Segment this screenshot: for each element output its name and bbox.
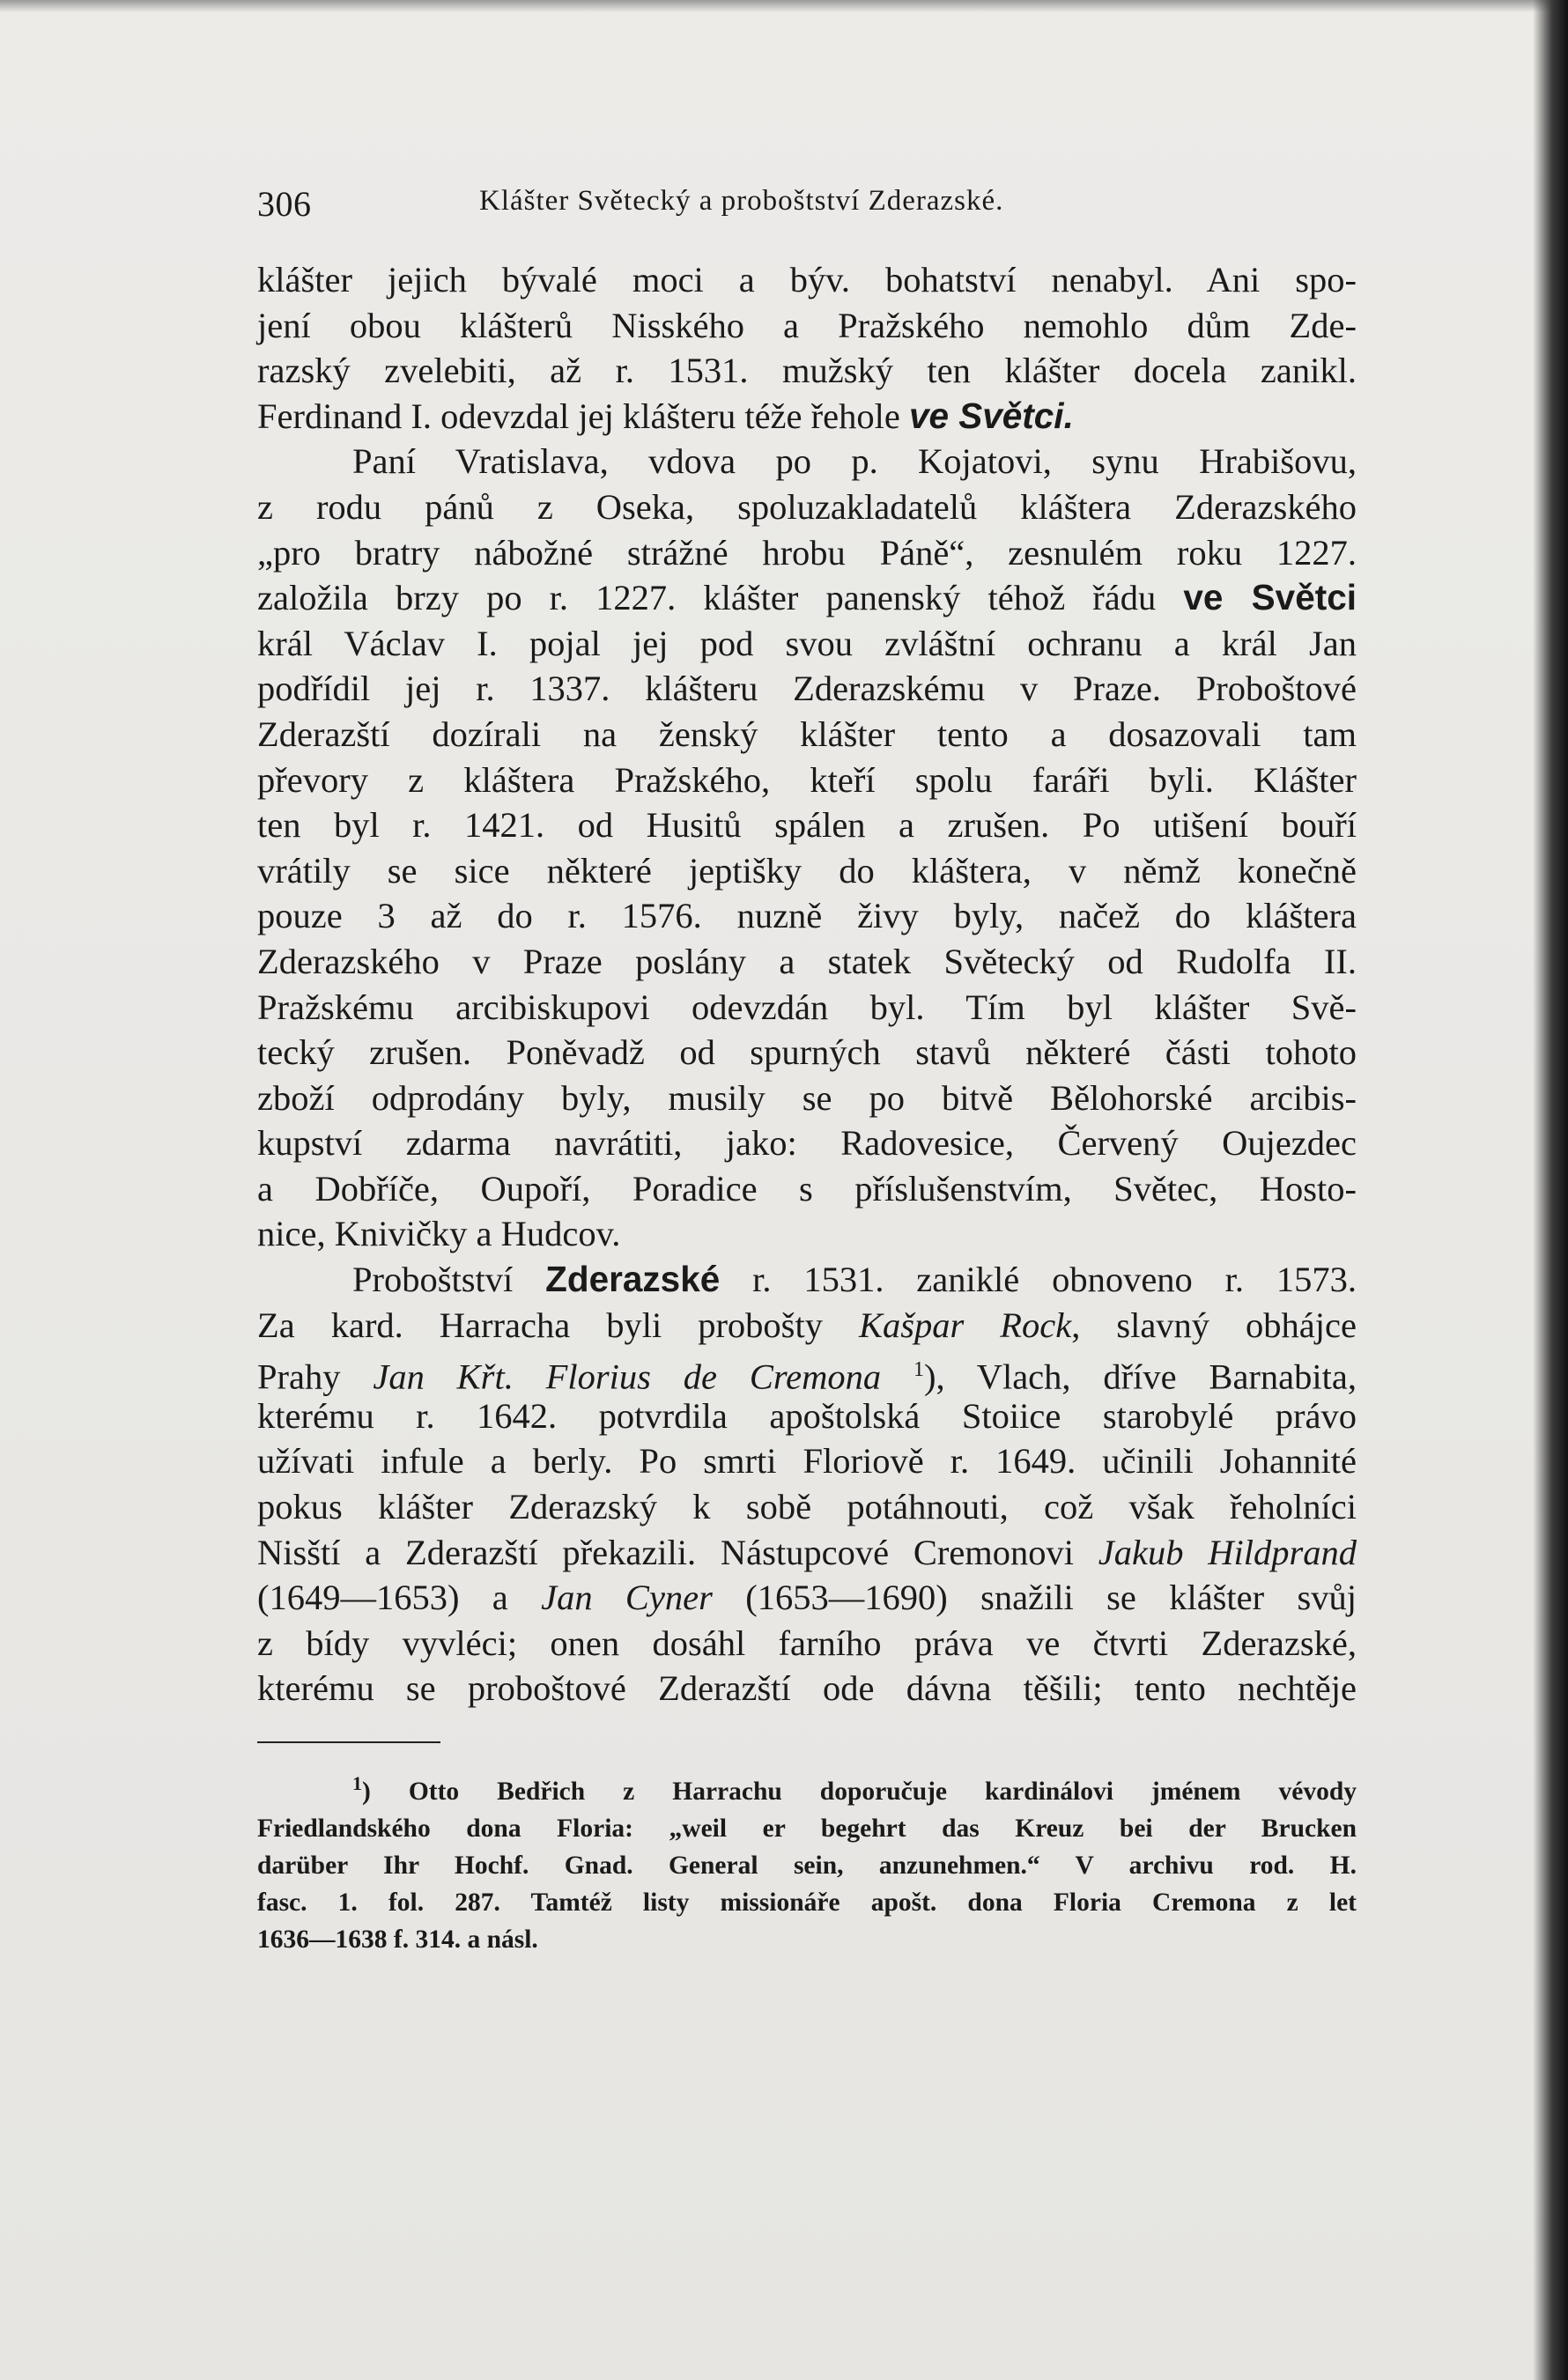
text-line: „pro bratry nábožné strážné hrobu Páně“, zesnulém roku 1227. [257, 532, 1357, 573]
text-line: z bídy vyvléci; onen dosáhl farního práva ve čtvrti Zderazské, [257, 1622, 1357, 1663]
footnote-line: Friedlandského dona Floria: „weil er begehrt das Kreuz bei der Brucken [257, 1814, 1357, 1843]
italic-kaspar-rock: Kašpar Rock [858, 1305, 1072, 1345]
text-line: kterému r. 1642. potvrdila apoštolská Stoiice starobylé právo [257, 1395, 1357, 1436]
text-line: podřídil jej r. 1337. klášteru Zderazskému v Praze. Proboštové [257, 669, 1357, 709]
text-line: vrátily se sice některé jeptišky do kláštera, v němž konečně [257, 850, 1357, 891]
text-line: založila brzy po r. 1227. klášter panenský téhož řádu ve Světci [257, 577, 1357, 618]
italic-jan-cyner: Jan Cyner [541, 1578, 713, 1618]
text-line: razský zvelebiti, až r. 1531. mužský ten klášter docela zanikl. [257, 351, 1357, 391]
text-line: klášter jejich bývalé moci a býv. bohatství nenabyl. Ani spo- [257, 260, 1357, 299]
text-line: nice, Knivičky a Hudcov. [257, 1214, 621, 1254]
text-line: Za kard. Harracha byli probošty Kašpar Rock, slavný obhájce [257, 1305, 1357, 1345]
text-line: z rodu pánů z Oseka, spoluzakladatelů kláštera Zderazského [257, 486, 1357, 527]
text-line: jení obou klášterů Nisského a Pražského nemohlo dům Zde- [257, 305, 1357, 345]
text-line: Zderazského v Praze poslány a statek Světecký od Rudolfa II. [257, 941, 1357, 981]
text-line: kupství zdarma navrátiti, jako: Radovesice, Červený Oujezdec [257, 1123, 1357, 1164]
italic-ve-svetci: ve Světci. [908, 395, 1074, 436]
text-line: zboží odprodány byly, musily se po bitvě Bělohorské arcibis- [257, 1077, 1357, 1118]
text-line: (1649—1653) a Jan Cyner (1653—1690) snažili se klášter svůj [257, 1578, 1357, 1618]
text-line: Proboštství Zderazské r. 1531. zaniklé obnoveno r. 1573. [352, 1259, 1357, 1300]
footnote-line: 1636—1638 f. 314. a násl. [257, 1925, 538, 1954]
body-text [257, 257, 1357, 1711]
page-binding-edge [1533, 0, 1568, 2380]
running-title: Klášter Světecký a proboštství Zderazské. [479, 185, 1004, 217]
text-line: Ferdinand I. odevzdal jej klášteru téže řehole ve Světci. [257, 395, 1074, 436]
text-line: tecký zrušen. Poněvadž od spurných stavů některé části tohoto [257, 1032, 1357, 1073]
text-line: král Václav I. pojal jej pod svou zvláštní ochranu a král Jan [257, 623, 1357, 663]
text-line: ten byl r. 1421. od Husitů spálen a zrušen. Po utišení bouří [257, 805, 1357, 846]
text-line: Paní Vratislava, vdova po p. Kojatovi, synu Hrabišovu, [352, 441, 1357, 482]
footnote-line: fasc. 1. fol. 287. Tamtéž listy missionáře apošt. dona Floria Cremona z let [257, 1888, 1357, 1917]
bold-ve-svetci: ve Světci [1183, 577, 1357, 618]
text-line: Prahy Jan Křt. Florius de Cremona $^1$), Vlach, dříve Barnabita, [257, 1356, 1357, 1397]
footnote-rule [257, 1741, 440, 1743]
text-line: převory z kláštera Pražského, kteří spolu faráři byli. Klášter [257, 759, 1357, 800]
italic-florius: Jan Křt. Florius de Cremona [373, 1356, 882, 1397]
footnote-reference[interactable]: 1 [913, 1358, 924, 1382]
footnote [257, 1765, 1357, 1958]
text-line: Zderazští dozírali na ženský klášter tento a dosazovali tam [257, 713, 1357, 754]
footnote-line: $^1$) Otto Bedřich z Harrachu doporučuje kardinálovi jménem vévody [352, 1772, 1357, 1806]
text-line: pouze 3 až do r. 1576. nuzně živy byly, načež do kláštera [257, 896, 1357, 936]
bold-zderazske: Zderazské [545, 1259, 721, 1300]
text-line: kterému se proboštové Zderazští ode dávna těšili; tento nechtěje [257, 1668, 1357, 1709]
page-number: 306 [257, 184, 312, 224]
page-top-shadow [0, 0, 1568, 12]
footnote-mark: 1 [352, 1772, 362, 1794]
text-line: Nisští a Zderazští překazili. Nástupcové Cremonovi Jakub Hildprand [257, 1532, 1357, 1572]
text-line: Pražskému arcibiskupovi odevzdán byl. Tím byl klášter Svě- [257, 987, 1357, 1027]
text-line: pokus klášter Zderazský k sobě potáhnouti, což však řeholníci [257, 1487, 1357, 1527]
footnote-line: darüber Ihr Hochf. Gnad. General sein, anzunehmen.“ V archivu rod. H. [257, 1851, 1357, 1880]
text-line: a Dobříče, Oupoří, Poradice s příslušenstvím, Světec, Hosto- [257, 1168, 1357, 1208]
italic-jakub-hildprand: Jakub Hildprand [1098, 1532, 1357, 1572]
text-line: užívati infule a berly. Po smrti Floriově r. 1649. učinili Johannité [257, 1441, 1357, 1482]
